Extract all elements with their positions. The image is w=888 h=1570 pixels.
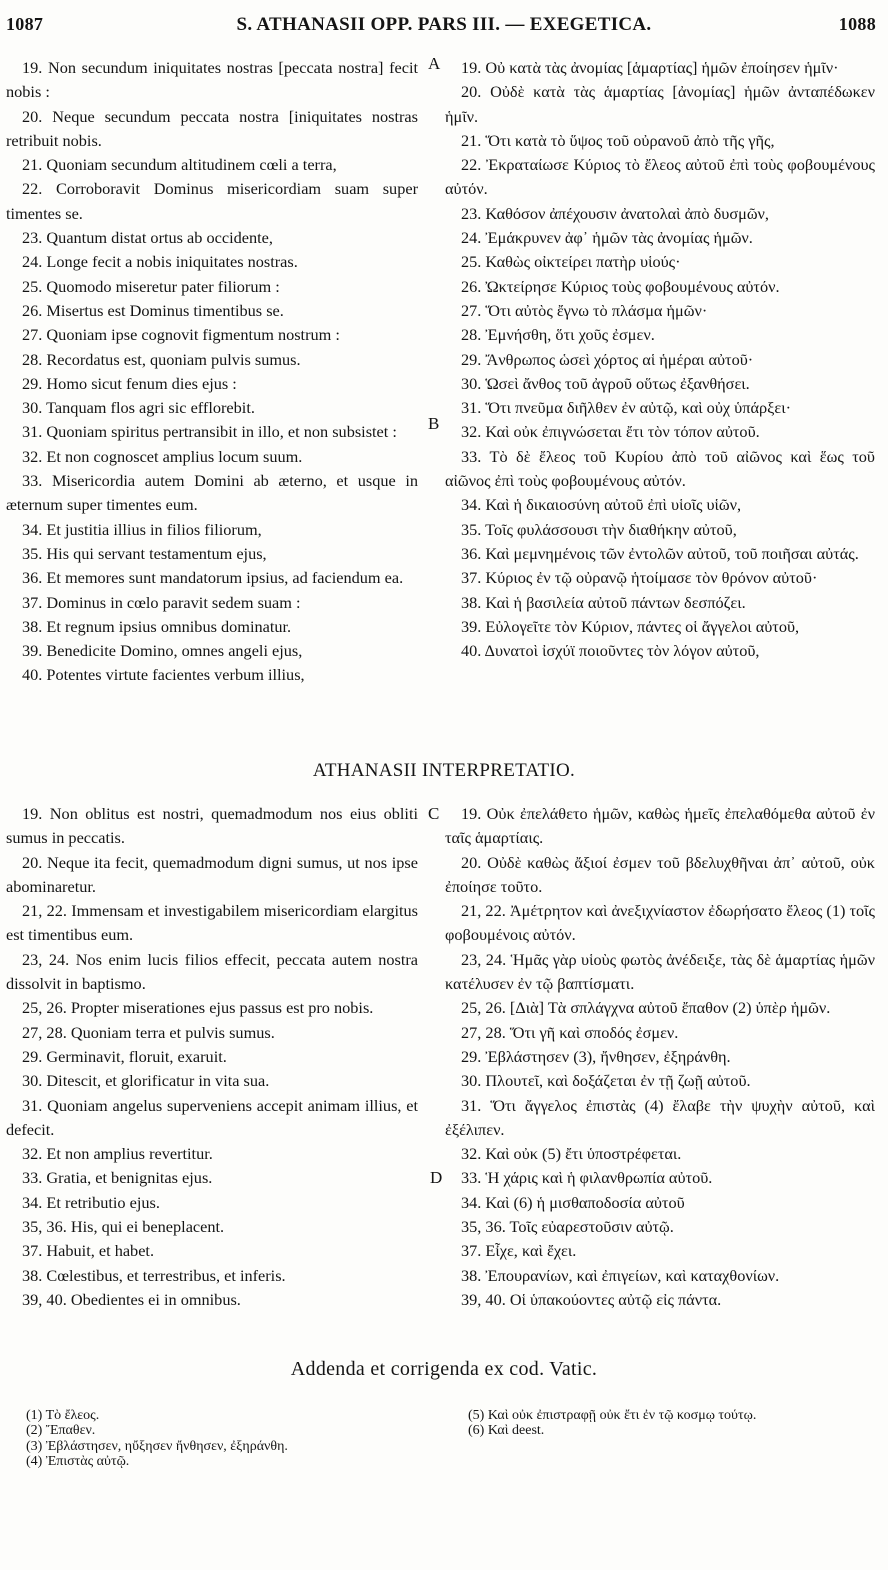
latin-verse: 30. Tanquam flos agri sic efflorebit. bbox=[22, 398, 255, 418]
left-page-number: 1087 bbox=[6, 14, 44, 34]
greek-verse: 20. Οὐδὲ κατὰ τὰς ἁμαρτίας [ἀνομίας] ἡμῶν ἀνταπέδωκεν ἡμῖν. bbox=[445, 82, 875, 126]
greek-verse: 25, 26. [Διὰ] Τὰ σπλάγχνα αὐτοῦ ἔπαθον (2) ὑπὲρ ἡμῶν. bbox=[461, 998, 831, 1018]
addenda-note: (2) Ἔπαθεν. bbox=[26, 1423, 96, 1439]
latin-verse: 40. Potentes virtute facientes verbum illius, bbox=[22, 665, 305, 685]
latin-verse: 38. Cœlestibus, et terrestribus, et inferis. bbox=[22, 1265, 286, 1285]
latin-verse: 32. Et non cognoscet amplius locum suum. bbox=[22, 446, 303, 466]
greek-verse: 21. Ὅτι κατὰ τὸ ὕψος τοῦ οὐρανοῦ ἀπὸ τῆς γῆς, bbox=[461, 130, 775, 150]
addenda-note: (3) Ἐβλάστησεν, ηὔξησεν ἤνθησεν, ἐξηράνθη. bbox=[26, 1438, 288, 1454]
greek-verse: 35. Τοῖς φυλάσσουσι τὴν διαθήκην αὐτοῦ, bbox=[461, 519, 737, 539]
latin-verse: 24. Longe fecit a nobis iniquitates nostras. bbox=[22, 252, 298, 272]
latin-verse: 34. Et justitia illius in filios filiorum, bbox=[22, 519, 262, 539]
greek-verse: 34. Καὶ (6) ἡ μισθαποδοσία αὐτοῦ bbox=[461, 1192, 685, 1212]
latin-verse: 37. Dominus in cœlo paravit sedem suam : bbox=[22, 592, 301, 612]
greek-verse: 31. Ὅτι πνεῦμα διῆλθεν ἐν αὐτῷ, καὶ οὐχ ὑπάρξει· bbox=[461, 398, 792, 418]
latin-verse: 38. Et regnum ipsius omnibus dominatur. bbox=[22, 616, 292, 636]
addenda-note: (5) Καὶ οὐκ ἐπιστραφῇ οὐκ ἔτι ἐν τῷ κοσμῳ τούτῳ. bbox=[468, 1408, 757, 1423]
greek-verse: 39. Εὐλογεῖτε τὸν Κύριον, πάντες οἱ ἄγγελοι αὐτοῦ, bbox=[461, 616, 800, 636]
latin-verse: 22. Corroboravit Dominus misericordiam suam super timentes se. bbox=[6, 179, 418, 223]
greek-verse: 30. Ὡσεὶ ἄνθος τοῦ ἀγροῦ οὕτως ἐξανθήσει. bbox=[461, 373, 750, 393]
running-title: S. ATHANASII OPP. PARS III. — EXEGETICA. bbox=[236, 14, 652, 35]
greek-verse: 28. Ἐμνήσθη, ὅτι χοῦς ἐσμεν. bbox=[461, 325, 655, 345]
latin-verse: 39, 40. Obedientes ei in omnibus. bbox=[22, 1289, 241, 1309]
latin-verse: 32. Et non amplius revertitur. bbox=[22, 1144, 213, 1164]
greek-verse: 24. Ἐμάκρυνεν ἀφ᾽ ἡμῶν τὰς ἀνομίας ἡμῶν. bbox=[461, 228, 753, 248]
addenda-heading: Addenda et corrigenda ex cod. Vatic. bbox=[290, 1358, 598, 1380]
latin-verse: 21. Quoniam secundum altitudinem cœli a terra, bbox=[22, 155, 337, 175]
greek-verse: 37. Κύριος ἐν τῷ οὐρανῷ ἡτοίμασε τὸν θρόνον αὐτοῦ· bbox=[461, 568, 818, 588]
latin-verse: 33. Gratia, et benignitas ejus. bbox=[22, 1168, 213, 1188]
greek-verse: 31. Ὅτι ἄγγελος ἐπιστὰς (4) ἔλαβε τὴν ψυχὴν αὐτοῦ, καὶ ἐξέλιπεν. bbox=[445, 1095, 875, 1139]
latin-verse: 35, 36. His, qui ei beneplacent. bbox=[22, 1217, 225, 1237]
greek-verse: 23, 24. Ἡμᾶς γὰρ υἱοὺς φωτὸς ἀνέδειξε, τὰς δὲ ἁμαρτίας ἡμῶν κατέλυσεν ἐν τῷ βαπτίσματι. bbox=[445, 949, 875, 994]
greek-verse: 40. Δυνατοὶ ἰσχύϊ ποιοῦντες τὸν λόγον αὐτοῦ, bbox=[461, 641, 760, 661]
greek-verse: 25. Καθὼς οἰκτείρει πατὴρ υἱούς· bbox=[461, 252, 681, 272]
latin-verse: 30. Ditescit, et glorificatur in vita sua. bbox=[22, 1071, 270, 1091]
latin-verse: 19. Non oblitus est nostri, quemadmodum nos eius obliti sumus in peccatis. bbox=[6, 804, 418, 848]
greek-verse: 39, 40. Οἱ ὑπακούοντες αὐτῷ εἰς πάντα. bbox=[461, 1289, 722, 1309]
addenda-left-notes bbox=[26, 1408, 436, 1469]
latin-verse: 37. Habuit, et habet. bbox=[22, 1241, 155, 1261]
latin-verse: 23, 24. Nos enim lucis filios effecit, peccata autem nostra dissolvit in baptismo. bbox=[6, 949, 418, 994]
addenda-note: (4) Ἐπιστὰς αὐτῷ. bbox=[26, 1453, 130, 1469]
latin-verse: 35. His qui servant testamentum ejus, bbox=[22, 543, 267, 563]
interpretatio-greek-column bbox=[445, 802, 875, 1312]
greek-verse: 38. Καὶ ἡ βασιλεία αὐτοῦ πάντων δεσπόζει. bbox=[461, 592, 746, 612]
margin-letter-a: A bbox=[428, 54, 441, 73]
greek-verse: 33. Τὸ δὲ ἔλεος τοῦ Κυρίου ἀπὸ τοῦ αἰῶνος καὶ ἕως τοῦ αἰῶνος ἐπὶ τοὺς φοβουμένους αὐτόν. bbox=[445, 446, 875, 491]
latin-verse: 33. Misericordia autem Domini ab æterno, et usque in æternum super timentes eum. bbox=[6, 471, 418, 515]
greek-verse: 37. Εἶχε, καὶ ἔχει. bbox=[461, 1241, 577, 1261]
interpretatio-latin-column bbox=[6, 802, 418, 1312]
interpretatio-heading: ATHANASII INTERPRETATIO. bbox=[312, 760, 576, 781]
greek-verse: 22. Ἐκραταίωσε Κύριος τὸ ἔλεος αὐτοῦ ἐπὶ τοὺς φοβουμένους αὐτόν. bbox=[445, 155, 875, 199]
greek-verse: 38. Ἐπουρανίων, καὶ ἐπιγείων, καὶ καταχθονίων. bbox=[461, 1265, 780, 1285]
greek-verse: 23. Καθόσον ἀπέχουσιν ἀνατολαὶ ἀπὸ δυσμῶν, bbox=[461, 203, 769, 223]
margin-letter-d: D bbox=[430, 1168, 443, 1187]
latin-verse: 20. Neque ita fecit, quemadmodum digni sumus, ut nos ipse abominaretur. bbox=[6, 852, 418, 896]
greek-verse: 35, 36. Τοῖς εὐαρεστοῦσιν αὐτῷ. bbox=[461, 1217, 674, 1237]
greek-verse: 32. Καὶ οὐκ ἐπιγνώσεται ἔτι τὸν τόπον αὐτοῦ. bbox=[461, 422, 760, 442]
psalm-latin-column bbox=[6, 56, 418, 688]
latin-verse: 27. Quoniam ipse cognovit figmentum nostrum : bbox=[22, 325, 340, 345]
addenda-note: (1) Τὸ ἔλεος. bbox=[26, 1408, 100, 1423]
addenda-right-notes bbox=[468, 1408, 878, 1439]
latin-verse: 25. Quomodo miseretur pater filiorum : bbox=[22, 276, 280, 296]
latin-verse: 19. Non secundum iniquitates nostras [peccata nostra] fecit nobis : bbox=[6, 58, 418, 102]
greek-verse: 33. Ἡ χάρις καὶ ἡ φιλανθρωπία αὐτοῦ. bbox=[461, 1168, 713, 1188]
greek-verse: 20. Οὐδὲ καθὼς ἄξιοί ἐσμεν τοῦ βδελυχθῆναι ἀπ᾽ αὐτοῦ, οὐκ ἐποίησε τοῦτο. bbox=[445, 852, 875, 896]
latin-verse: 21, 22. Immensam et investigabilem misericordiam elargitus est timentibus eum. bbox=[6, 901, 418, 945]
greek-verse: 34. Καὶ ἡ δικαιοσύνη αὐτοῦ ἐπὶ υἱοῖς υἱῶν, bbox=[461, 495, 742, 515]
latin-verse: 31. Quoniam angelus superveniens accepit animam illius, et defecit. bbox=[6, 1095, 418, 1139]
margin-letter-b: B bbox=[428, 414, 440, 433]
greek-verse: 19. Οὐκ ἐπελάθετο ἡμῶν, καθὼς ἡμεῖς ἐπελαθόμεθα αὐτοῦ ἐν ταῖς ἁμαρτίαις. bbox=[445, 804, 875, 848]
greek-verse: 36. Καὶ μεμνημένοις τῶν ἐντολῶν αὐτοῦ, τοῦ ποιῆσαι αὐτάς. bbox=[461, 543, 859, 563]
latin-verse: 28. Recordatus est, quoniam pulvis sumus. bbox=[22, 349, 301, 369]
latin-verse: 34. Et retributio ejus. bbox=[22, 1192, 160, 1212]
greek-verse: 29. Ἄνθρωπος ὡσεὶ χόρτος αἱ ἡμέραι αὐτοῦ· bbox=[461, 349, 754, 369]
latin-verse: 36. Et memores sunt mandatorum ipsius, ad faciendum ea. bbox=[22, 568, 404, 588]
latin-verse: 23. Quantum distat ortus ab occidente, bbox=[22, 228, 273, 248]
latin-verse: 20. Neque secundum peccata nostra [iniquitates nostras retribuit nobis. bbox=[6, 106, 418, 150]
latin-verse: 26. Misertus est Dominus timentibus se. bbox=[22, 300, 284, 320]
latin-verse: 31. Quoniam spiritus pertransibit in illo, et non subsistet : bbox=[22, 422, 397, 442]
greek-verse: 30. Πλουτεῖ, καὶ δοξάζεται ἐν τῇ ζωῇ αὐτοῦ. bbox=[461, 1071, 751, 1091]
greek-verse: 26. Ὠκτείρησε Κύριος τοὺς φοβουμένους αὐτόν. bbox=[461, 276, 780, 296]
greek-verse: 29. Ἐβλάστησεν (3), ἤνθησεν, ἐξηράνθη. bbox=[461, 1046, 731, 1066]
greek-verse: 19. Οὐ κατὰ τὰς ἀνομίας [ἁμαρτίας] ἡμῶν ἐποίησεν ἡμῖν· bbox=[461, 58, 839, 77]
latin-verse: 29. Homo sicut fenum dies ejus : bbox=[22, 373, 237, 393]
greek-verse: 21, 22. Ἀμέτρητον καὶ ἀνεξιχνίαστον ἐδωρήσατο ἔλεος (1) τοῖς φοβουμένοις αὐτόν. bbox=[445, 901, 875, 945]
margin-letter-c: C bbox=[428, 804, 440, 823]
addenda-note: (6) Καὶ deest. bbox=[468, 1423, 545, 1439]
latin-verse: 29. Germinavit, floruit, exaruit. bbox=[22, 1046, 227, 1066]
greek-verse: 27. Ὅτι αὐτὸς ἔγνω τὸ πλάσμα ἡμῶν· bbox=[461, 300, 708, 320]
latin-verse: 39. Benedicite Domino, omnes angeli ejus, bbox=[22, 641, 303, 661]
latin-verse: 27, 28. Quoniam terra et pulvis sumus. bbox=[22, 1022, 275, 1042]
greek-verse: 32. Καὶ οὐκ (5) ἔτι ὑποστρέφεται. bbox=[461, 1144, 682, 1164]
right-page-number: 1088 bbox=[838, 14, 876, 34]
greek-verse: 27, 28. Ὅτι γῆ καὶ σποδός ἐσμεν. bbox=[461, 1022, 679, 1042]
psalm-greek-column bbox=[445, 56, 875, 663]
latin-verse: 25, 26. Propter miserationes ejus passus est pro nobis. bbox=[22, 998, 374, 1018]
